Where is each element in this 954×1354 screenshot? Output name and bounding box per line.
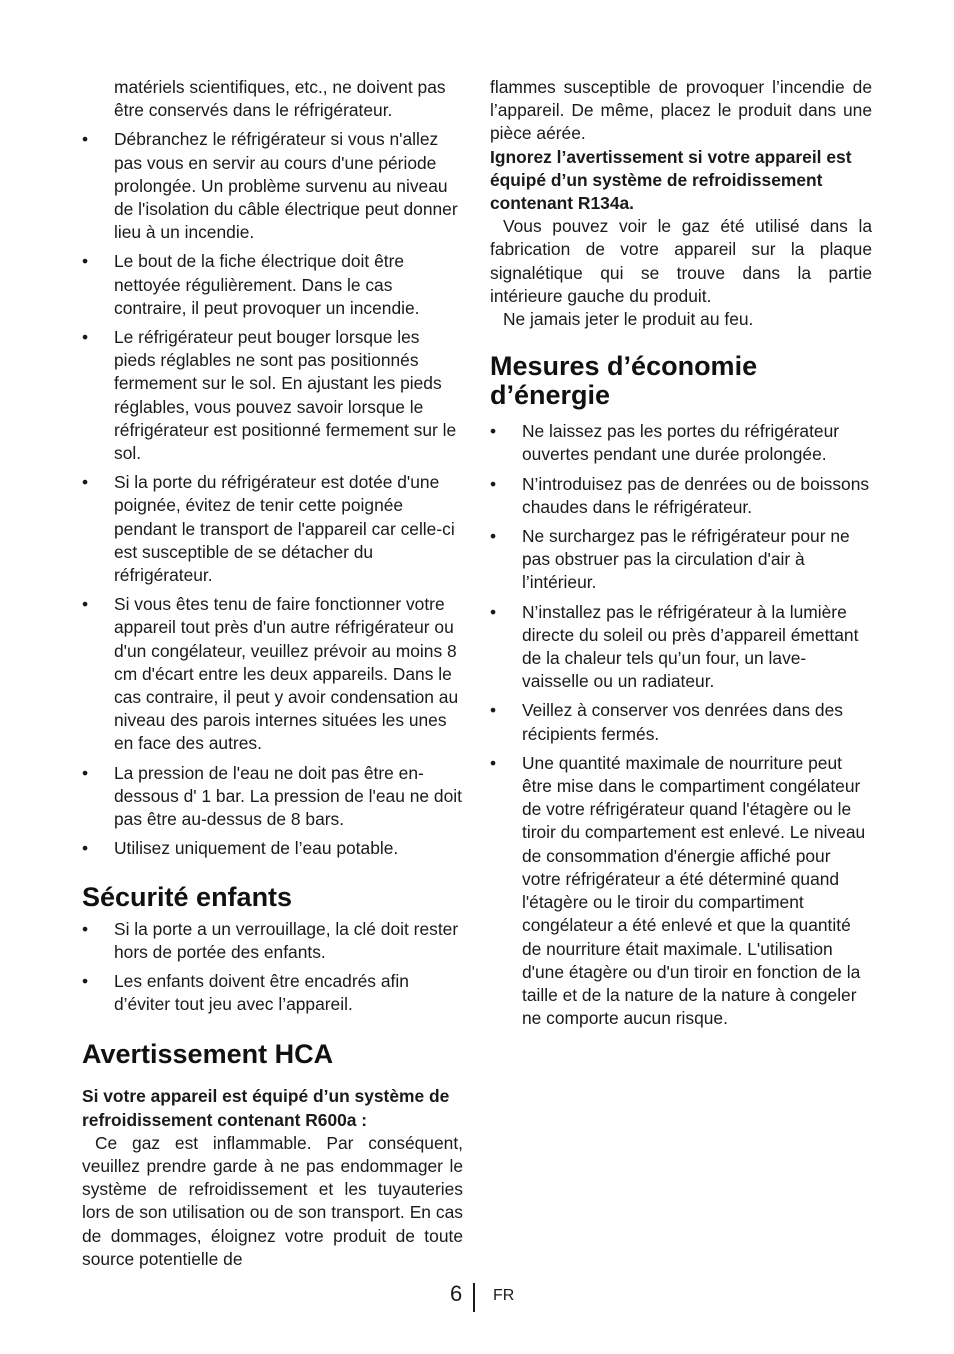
footer-divider	[473, 1283, 475, 1312]
list-item: • Débranchez le réfrigérateur si vous n'allez pas vous en servir au cours d'une période prolongée. Un problème survenu au niveau de l'isolation du câble électrique peut donner lieu à un incendie.	[82, 128, 463, 244]
r134a-warning: Ignorez l’avertissement si votre appareil est équipé d’un système de refroidissement contenant R134a.	[490, 146, 852, 214]
page-footer	[0, 1280, 954, 1312]
child-safety-heading: Sécurité enfants	[82, 881, 293, 912]
fire-warning: Ne jamais jeter le produit au feu.	[503, 309, 754, 330]
hca-heading: Avertissement HCA	[82, 1039, 334, 1070]
list-item: • Si vous êtes tenu de faire fonctionner votre appareil tout près d'un autre réfrigérateur ou d'un congélateur, veuillez prévoir au moins 8 cm d'écart entre les deux appareils. Dans le cas contraire, il peut y avoir condensation au niveau des parois internes situées les unes en face des autres.	[82, 593, 463, 755]
list-item: • Une quantité maximale de nourriture peut être mise dans le compartiment congélateur de votre réfrigérateur quand l'étagère ou le tiroir du compartement est enlevé. Le niveau de consommation d'énergie affiché pour votre réfrigérateur a été déterminé quand l'étagère ou le tiroir du compartiment congélateur a été enlevé et que la quantité de nourriture était maximale. L'utilisation d'une étagère ou d'un tiroir en fonction de la taille et de la nature de la nature à congeler ne comporte aucun risque.	[490, 752, 872, 1030]
list-item: • Ne laissez pas les portes du réfrigérateur ouvertes pendant une durée prolongée.	[490, 420, 872, 466]
hca-bold-intro: Si votre appareil est équipé d’un système de refroidissement contenant R600a :	[82, 1086, 450, 1130]
child-safety-list	[82, 918, 463, 1017]
energy-heading: Mesures d’économie d’énergie	[490, 351, 758, 411]
hca-continuation: flammes susceptible de provoquer l’incendie de l’appareil. De même, placez le produit dans une pièce aérée.	[490, 77, 872, 144]
list-item: • Le bout de la fiche électrique doit être nettoyée régulièrement. Dans le cas contraire, il peut provoquer un incendie.	[82, 250, 463, 320]
list-item: • Ne surchargez pas le réfrigérateur pour ne pas obstruer pas la circulation d'air à l’intérieur.	[490, 525, 872, 595]
list-item: • Si la porte a un verrouillage, la clé doit rester hors de portée des enfants.	[82, 918, 463, 964]
safety-bullet-list	[82, 128, 463, 860]
list-item: • Si la porte du réfrigérateur est dotée d'une poignée, évitez de tenir cette poignée pendant le transport de l'appareil car celle-ci est susceptible de se détacher du réfrigérateur.	[82, 471, 463, 587]
list-item: • Veillez à conserver vos denrées dans des récipients fermés.	[490, 699, 872, 745]
list-item: • La pression de l'eau ne doit pas être en-dessous d' 1 bar. La pression de l'eau ne doit pas être au-dessus de 8 bars.	[82, 762, 463, 832]
gas-paragraph: Vous pouvez voir le gaz été utilisé dans la fabrication de votre appareil sur la plaque signalétique qui se trouve dans la partie intérieure gauche du produit.	[490, 216, 872, 306]
list-item: • Les enfants doivent être encadrés afin d’éviter tout jeu avec l’appareil.	[82, 970, 463, 1016]
list-item: • N’installez pas le réfrigérateur à la lumière directe du soleil ou près d’appareil émettant de la chaleur tels qu’un four, un lave-vaisselle ou un radiateur.	[490, 601, 872, 694]
hca-paragraph: Ce gaz est inflammable. Par conséquent, veuillez prendre garde à ne pas endommager le système de refroidissement et les tuyauteries lors de son utilisation ou de son transport. En cas de dommages, éloignez votre produit de toute source potentielle de	[82, 1132, 463, 1269]
right-column	[490, 76, 872, 1030]
intro-continuation: matériels scientifiques, etc., ne doivent pas être conservés dans le réfrigérateur.	[114, 77, 446, 121]
list-item: • Utilisez uniquement de l’eau potable.	[82, 837, 463, 860]
left-column	[82, 76, 463, 1271]
energy-bullet-list	[490, 420, 872, 1030]
list-item: • Le réfrigérateur peut bouger lorsque les pieds réglables ne sont pas positionnés fermement sur le sol. En ajustant les pieds réglables, vous pouvez savoir lorsque le réfrigérateur est positionné fermement sur le sol.	[82, 326, 463, 465]
page-number: 6	[450, 1281, 463, 1306]
list-item: • N’introduisez pas de denrées ou de boissons chaudes dans le réfrigérateur.	[490, 473, 872, 519]
language-code: FR	[493, 1287, 515, 1304]
